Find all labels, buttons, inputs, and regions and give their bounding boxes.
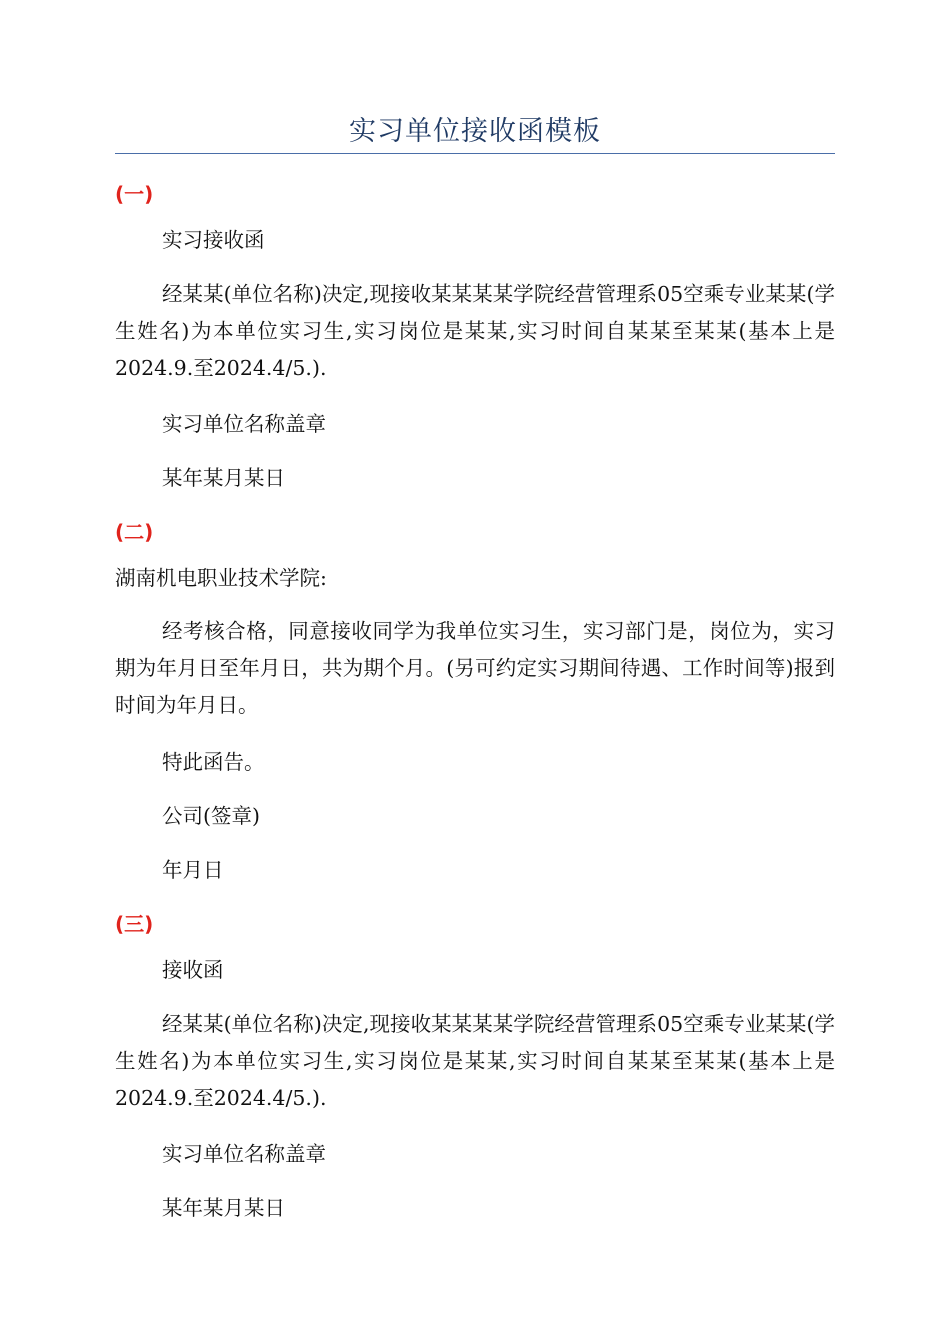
section-3-greeting: 接收函 (162, 958, 224, 982)
section-1-signature: 实习单位名称盖章 (162, 412, 326, 436)
section-1-greeting: 实习接收函 (162, 228, 265, 252)
title-underline (115, 153, 835, 154)
document-title: 实习单位接收函模板 (349, 116, 601, 147)
section-heading-1: (一) (115, 182, 154, 206)
section-2-body: 经考核合格，同意接收同学为我单位实习生，实习部门是，岗位为，实习期为年月日至年月日，共为期个月。(另可约定实习期间待遇、工作时间等)报到时间为年月日。 (115, 619, 835, 717)
section-2-addressee: 湖南机电职业技术学院: (115, 566, 327, 590)
section-3-date: 某年某月某日 (162, 1196, 285, 1220)
section-2-signature: 公司(签章) (162, 804, 260, 828)
section-2-date: 年月日 (162, 858, 224, 882)
section-3-body: 经某某(单位名称)决定,现接收某某某某学院经营管理系05空乘专业某某(学生姓名)为本单位实习生,实习岗位是某某,实习时间自某某至某某(基本上是2024.9.至2024.4/5.). (115, 1012, 835, 1110)
section-heading-3: (三) (115, 912, 154, 936)
section-3-signature: 实习单位名称盖章 (162, 1142, 326, 1166)
section-heading-2: (二) (115, 520, 154, 544)
section-1-date: 某年某月某日 (162, 466, 285, 490)
section-1-body: 经某某(单位名称)决定,现接收某某某某学院经营管理系05空乘专业某某(学生姓名)为本单位实习生,实习岗位是某某,实习时间自某某至某某(基本上是2024.9.至2024.4/5.). (115, 282, 835, 380)
section-2-closing: 特此函告。 (162, 750, 265, 774)
